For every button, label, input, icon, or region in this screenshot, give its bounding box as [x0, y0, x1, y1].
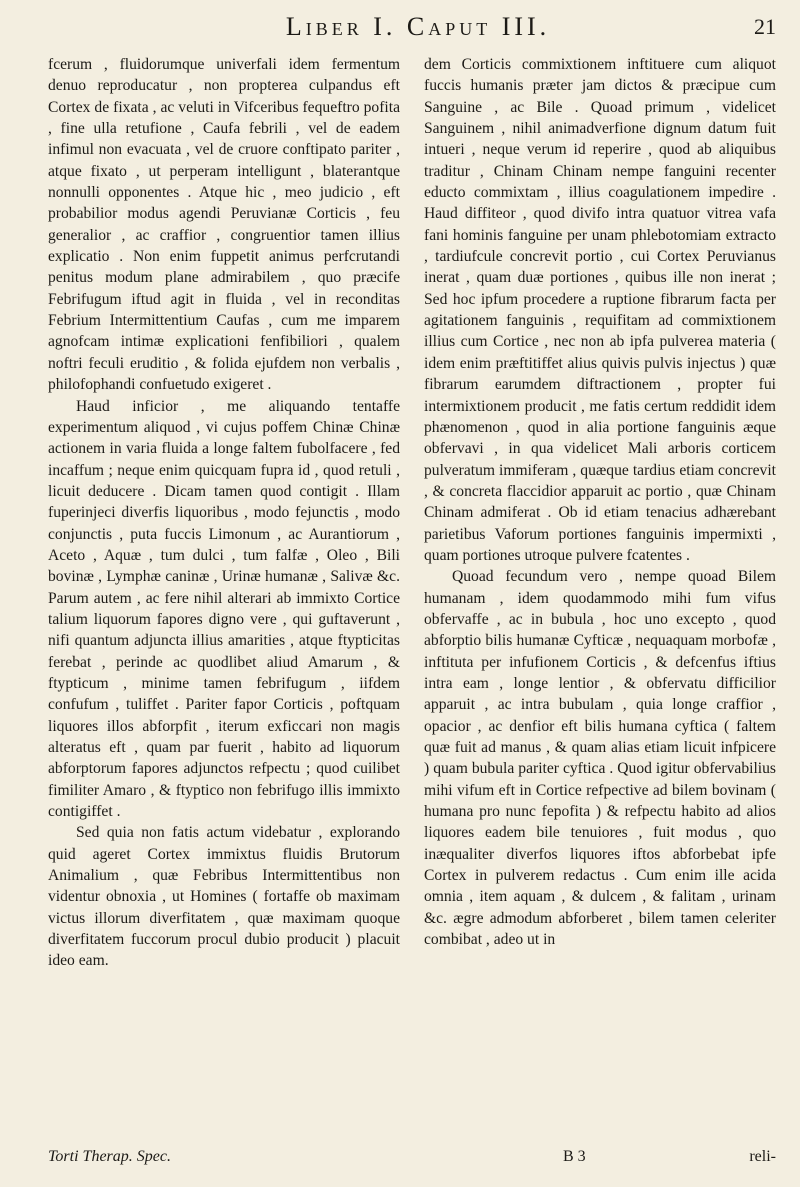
running-title: Liber I. Caput III.: [285, 12, 551, 41]
catchword: reli-: [749, 1148, 776, 1165]
paragraph: Quoad fecundum vero , nempe quoad Bilem humanam , idem quodammodo mihi fum vifus obfervaffe , ac in bubula , hoc uno excepto , quod abforptio bilis humanæ Cyfticæ , nequaquam morbofæ , inftituta per infufionem Corticis , & defcenfus iftius intra eam , longe lentior , & obfervatu difficilior apparuit , ac intra bubulam , quia longe craffior , opacior , ac denfior eft bilis humana cyftica ( faltem quæ fuit ad manus , & quam alias etiam licuit infpicere ) quam bubula pariter cyftica . Quod igitur obfervabilius mihi vifum eft in Cortice refpective ad bilem bovinam ( humana pro nunc fepofita ) & refpectu habito ad alios liquores eadem bile tenuiores , fuit modus , quo inæqualiter diverfos liquores iftos abforbebat ipfe Cortex in pulverem redactus . Cum enim ille acida omnia , item aquam , & dulcem , & falitam , urinam &c. ægre admodum abforberet , bilem tamen celeriter combibat , adeo ut in: [424, 568, 776, 949]
paragraph: dem Corticis commixtionem inftituere cum aliquot fuccis humanis præter jam dictos & præcipue cum Sanguine , ac Bile . Quoad primum , videlicet Sanguinem , nihil animadverfione dignum datum fuit intueri , neque verum id reperire , quod ab aliquibus traditur , Chinam Chinam nempe fanguini recenter educto commixtam , illius coagulationem impedire . Haud diffiteor , quod divifo intra quatuor vitrea vafa fani hominis fanguine per unam phlebotomiam extracto , tardiufcule concrevit portio , cui Cortex Peruvianus inerat , quam duæ portiones , quibus ille non inerat ; Sed hoc ipfum procedere a ruptione fibrarum facta per agitationem fanguinis , requifitam ad commixtionem illius cum Cortice , nec non ab ipfa pulverea materia ( idem enim præftitiffet alius quivis pulvis injectus ) quæ fibrarum earumdem diftractionem , propter fui intermixtionem producit , me fatis certum reddidit idem phænomenon , quod in alia portione fanguinis æque obfervavi , in qua videlicet Mali arboris corticem pulveratum immiferam , quæque tardius etiam concrevit , & concreta flaccidior apparuit ac portio , quæ Chinam Chinam admiferat . Ob id etiam tenacius adhærebant parietibus Vaforum portiones fanguinis impermixti , quam portiones utroque pulvere fcatentes .: [424, 56, 776, 564]
page-footer: [48, 1140, 776, 1176]
footer-note: Torti Therap. Spec.: [48, 1148, 171, 1165]
text-columns: [48, 54, 776, 1154]
paragraph: fcerum , fluidorumque univerfali idem fermentum denuo reproducatur , non propterea culpandus eft Cortex de fixata , ac veluti in Vifceribus fequeftro pofita , fine ulla retufione , Caufa febrili , vel de eadem infimul non evacuata , vel de cruore conftipato pariter , atque fixato , ut perperam intelligunt , blaterantque nonnulli opponentes . Atque hic , meo judicio , eft probabilior modus agendi Peruvianæ Corticis , feu generalior , ac craffior , congruentior tamen illius explicatio . Non enim fuppetit animus perfcrutandi penitus modum plane admirabilem , quo præcife Febrifugum iftud agit in fluida , vel in reconditas Febrium Intermittentium Caufas , cum me imparem agnofcam intimæ explicationi fenfibiliori , qualem noftri feculi eruditio , & folida ejufdem non verbalis , philofophandi confuetudo exigeret .: [48, 56, 400, 394]
left-column: [48, 54, 400, 1154]
signature-mark: B 3: [563, 1148, 586, 1165]
page-number: 21: [754, 14, 776, 39]
right-column: [424, 54, 776, 1154]
paragraph: Haud inficior , me aliquando tentaffe experimentum aliquod , vi cujus poffem Chinæ Chinæ actionem in varia fluida a longe faltem fubolfacere , fed incaffum ; neque enim quicquam fupra id , quod retuli , licuit deducere . Dicam tamen quod contigit . Illam fuperinjeci diverfis liquoribus , modo fejunctis , modo conjunctis , puta fuccis Limonum , ac Aurantiorum , Aceto , Aquæ , tum dulci , tum falfæ , Oleo , Bili bovinæ , Lymphæ caninæ , Urinæ humanæ , Salivæ &c. Parum autem , ac fere nihil alterari ab immixto Cortice talium liquorum fapores digno vere , qui guftaverunt , nifi quantum adjuncta illius amarities , atque ftypticitas ferebat , perinde ac quodlibet aliud Amarum , & ftypticum , minime tamen febrifugum , iifdem confufum , tuliffet . Pariter fapor Corticis , poftquam liquores illos abforpfit , iterum exficcari non magis alteratus eft , quam par fuerit , habito ad liquorum abforptorum fapores adjunctos refpectu ; quod cuilibet fimiliter Amaro , & ftyptico non febrifugo illis immixto contigiffet .: [48, 397, 400, 821]
paragraph: Sed quia non fatis actum videbatur , explorando quid ageret Cortex immixtus fluidis Brutorum Animalium , quæ Febribus Intermittentibus non videntur obnoxia , ut Homines ( fortaffe ob maximam victus illorum diverfitatem , quæ maximam quoque diverfitatem fuccorum procul dubio producit ) placuit ideo eam.: [48, 824, 400, 970]
page-header: [60, 12, 776, 54]
